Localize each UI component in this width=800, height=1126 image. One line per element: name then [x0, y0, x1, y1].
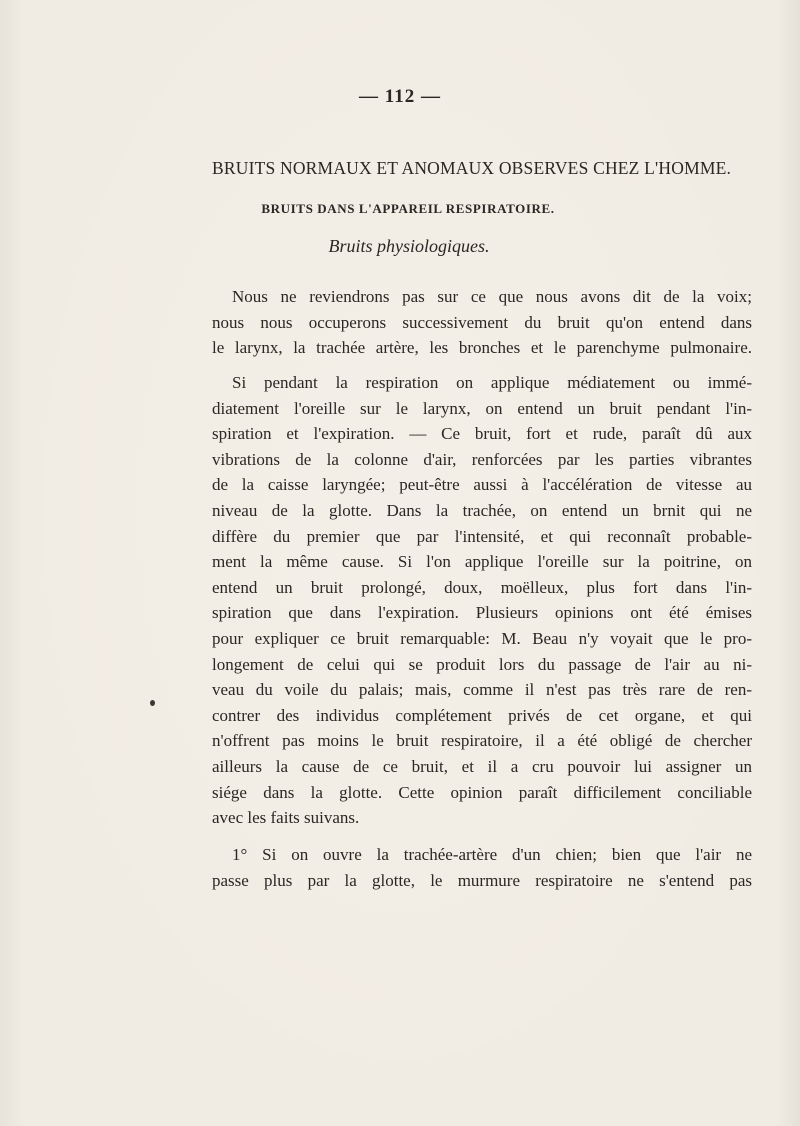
text-line: diatement l'oreille sur le larynx, on entend un bruit pendant l'in- [212, 398, 752, 418]
text-line: diffère du premier que par l'intensité, et qui reconnaît probable- [212, 526, 752, 546]
text-line: contrer des individus complétement privés de cet organe, et qui [212, 705, 752, 725]
text-line: longement de celui qui se produit lors du passage de l'air au ni- [212, 654, 752, 674]
ink-spot [150, 700, 155, 706]
text-line: niveau de la glotte. Dans la trachée, on entend un brnit qui ne [212, 500, 752, 520]
page-number: — 112 — [359, 86, 441, 107]
text-line: spiration et l'expiration. — Ce bruit, fort et rude, paraît dû aux [212, 424, 752, 444]
text-line: passe plus par la glotte, le murmure respiratoire ne s'entend pas [212, 870, 752, 890]
text-line: pour expliquer ce bruit remarquable: M. Beau n'y voyait que le pro- [212, 628, 752, 648]
text-line: Si pendant la respiration on applique médiatement ou immé- [232, 373, 752, 392]
subsection-heading: Bruits physiologiques. [328, 236, 490, 256]
text-line: le larynx, la trachée artère, les bronches et le parenchyme pulmonaire. [212, 338, 752, 358]
text-line: ailleurs la cause de ce bruit, et il a cru pouvoir lui assigner un [212, 756, 752, 776]
text-line: spiration que dans l'expiration. Plusieurs opinions ont été émises [212, 603, 752, 623]
paragraph-1 [212, 284, 752, 361]
text-line: ment la même cause. Si l'on applique l'oreille sur la poitrine, on [212, 552, 752, 572]
text-line: siége dans la glotte. Cette opinion paraît difficilement conciliable [212, 782, 752, 802]
paragraph-2 [212, 370, 752, 831]
text-line: de la caisse laryngée; peut-être aussi à l'accélération de vitesse au [212, 475, 752, 495]
text-line: Nous ne reviendrons pas sur ce que nous avons dit de la voix; [232, 287, 752, 306]
text-line: veau du voile du palais; mais, comme il n'est pas très rare de ren- [212, 680, 752, 700]
text-line: 1° Si on ouvre la trachée-artère d'un chien; bien que l'air ne [232, 845, 752, 864]
text-line: avec les faits suivans. [212, 808, 360, 828]
text-line: entend un bruit prolongé, doux, moëlleux, plus fort dans l'in- [212, 577, 752, 597]
text-line: vibrations de la colonne d'air, renforcées par les parties vibrantes [212, 449, 752, 469]
text-line: n'offrent pas moins le bruit respiratoire, il a été obligé de chercher [212, 731, 752, 751]
paragraph-3 [212, 842, 752, 893]
chapter-heading: BRUITS NORMAUX ET ANOMAUX OBSERVES CHEZ L'HOMME. [212, 158, 732, 178]
section-heading: BRUITS DANS L'APPAREIL RESPIRATOIRE. [261, 201, 555, 216]
text-line: nous nous occuperons successivement du bruit qu'on entend dans [212, 312, 752, 332]
